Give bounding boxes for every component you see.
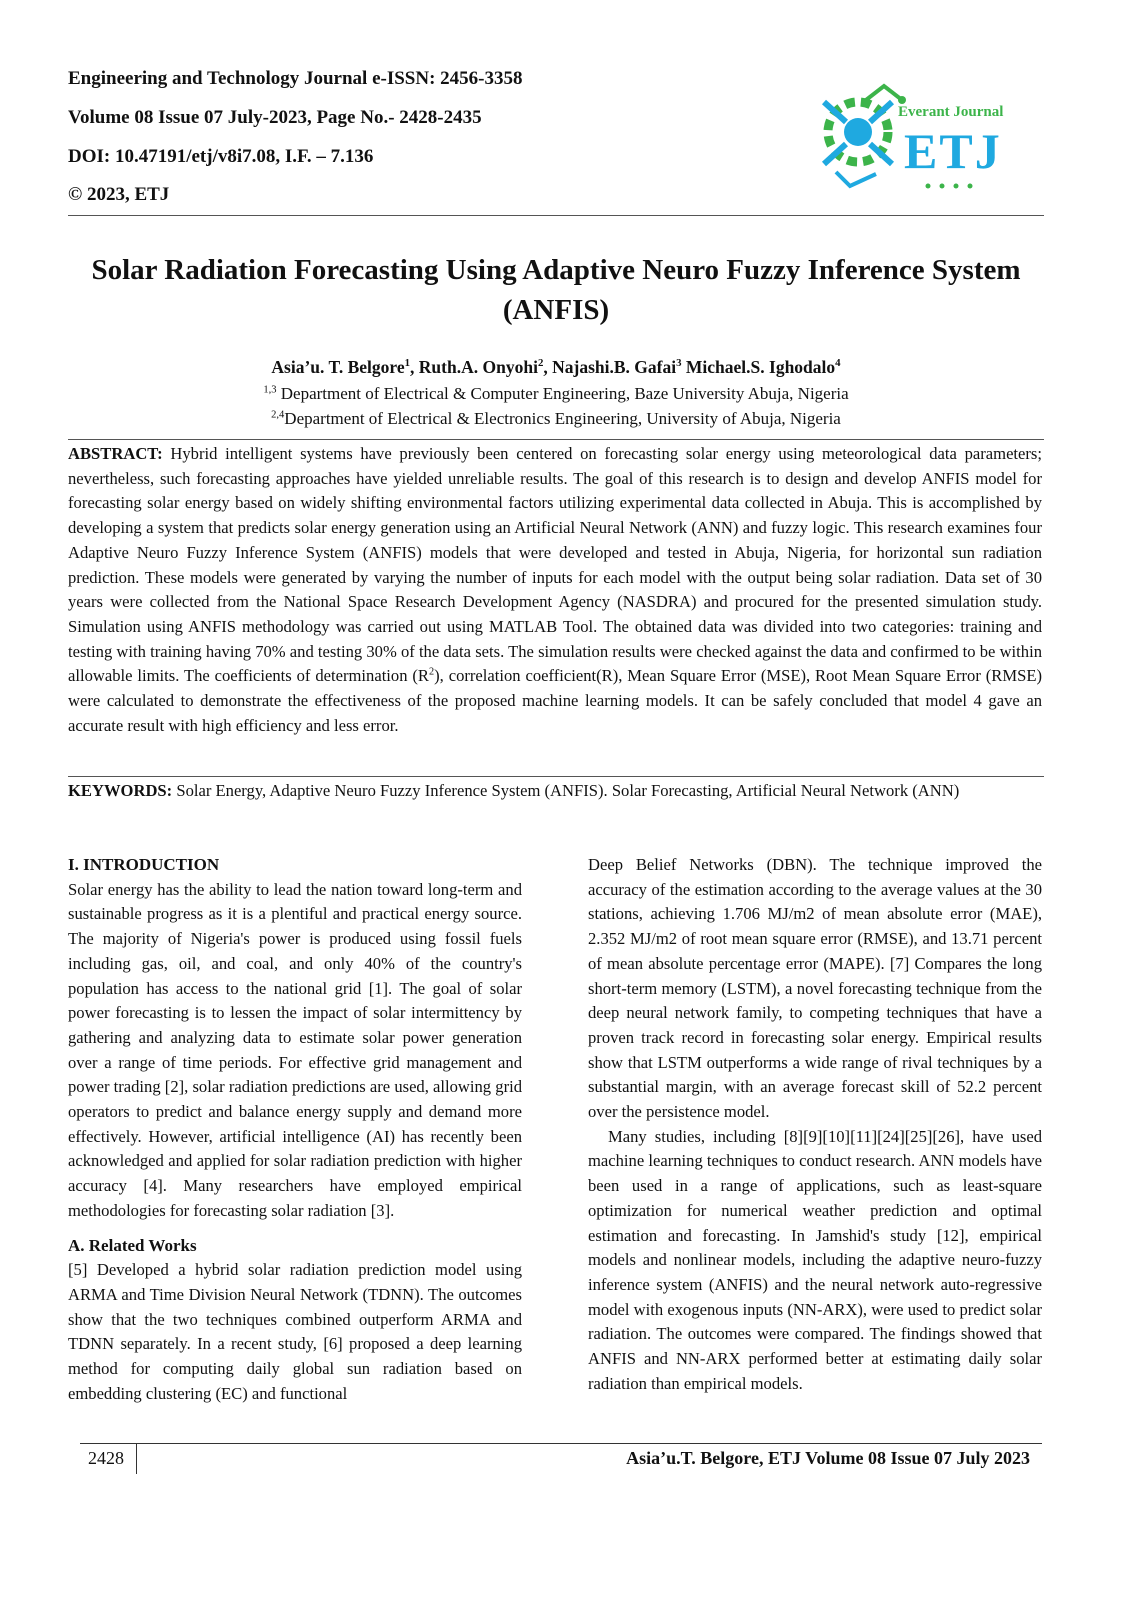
affiliation-1 — [68, 383, 1044, 405]
author-4: Michael.S. Ighodalo — [681, 357, 836, 377]
author-3: , Najashi.B. Gafai — [543, 357, 677, 377]
author-3-sup: 3 — [676, 357, 682, 370]
logo-main-text: ETJ — [904, 123, 1002, 179]
running-head: Asia’u.T. Belgore, ETJ Volume 08 Issue 07 July 2023 — [626, 1448, 1030, 1468]
footer-rule — [80, 1443, 1042, 1444]
subsection-heading-related-works: A. Related Works — [68, 1235, 197, 1255]
gear-circuit-logo-icon — [824, 86, 906, 186]
related-works-paragraph-continued: Deep Belief Networks (DBN). The technique improved the accuracy of the estimation according to the average values at the 30 stations, achieving 1.706 MJ/m2 of mean absolute error (MAE), 2.352 MJ/m2 of root mean square error (RMSE), and 13.71 percent of mean absolute percentage error (MAPE). [7] Compares the long short-term memory (LSTM), a novel forecasting technique from the deep neural network family, to competing techniques that have a proven track record in forecasting solar energy. Empirical results show that LSTM outperforms a wide range of rival techniques by a substantial margin, with an average forecast skill of 52.2 percent over the persistence model. — [588, 855, 1042, 1122]
logo-top-text: Everant Journal — [898, 104, 1004, 120]
journal-logo — [806, 82, 1020, 198]
keywords — [68, 779, 1042, 804]
author-list — [68, 356, 1044, 378]
affiliation-2-sup: 2,4 — [271, 409, 285, 421]
related-works-paragraph: [5] Developed a hybrid solar radiation prediction model using ARMA and Time Division Neural Network (TDNN). The outcomes show that the two techniques combined outperform ARMA and TDNN separately. In a recent study, [6] proposed a deep learning method for computing daily global sun radiation based on embedding clustering (EC) and functional — [68, 1260, 522, 1403]
abstract — [68, 442, 1042, 738]
author-1: Asia’u. T. Belgore — [271, 357, 405, 377]
author-1-sup: 1 — [404, 357, 411, 370]
related-works-paragraph-2: Many studies, including [8][9][10][11][24][25][26], have used machine learning techniques to conduct research. ANN models have been used in a range of applications, such as least-square optimization for numerical weather prediction and optimal estimation and forecasting. In Jamshid's study [12], empirical models and nonlinear models, including the adaptive neuro-fuzzy inference system (ANFIS) and the neural network auto-regressive model with exogenous inputs (NN-ARX), were used to predict solar radiation. The outcomes were compared. The findings showed that ANFIS and NN-ARX performed better at estimating daily solar radiation than empirical models. — [588, 1126, 1042, 1393]
paper-title — [68, 250, 1044, 330]
title-line-1: Solar Radiation Forecasting Using Adaptive Neuro Fuzzy Inference System — [91, 254, 1021, 286]
author-4-sup: 4 — [835, 357, 841, 370]
affiliation-2-text: Department of Electrical & Electronics Engineering, University of Abuja, Nigeria — [284, 409, 841, 428]
doi-line: DOI: 10.47191/etj/v8i7.08, I.F. – 7.136 — [68, 146, 374, 167]
abstract-sup: 2 — [429, 666, 435, 678]
left-column — [68, 853, 522, 1406]
abstract-text-b: ), correlation coefficient(R), Mean Square Error (MSE), Root Mean Square Error (RMSE) were calculated to demonstrate the effectiveness of the proposed machine learning models. It can be safely concluded that model 4 gave an accurate result with high efficiency and less error. — [68, 666, 1043, 735]
journal-line: Engineering and Technology Journal e-ISSN: 2456-3358 — [68, 68, 523, 89]
intro-paragraph-1: Solar energy has the ability to lead the nation toward long-term and sustainable progress as it is a plentiful and practical energy source. The majority of Nigeria's power is produced using fossil fuels including gas, oil, and coal, and only 40% of the country's population has access to the national grid [1]. The goal of solar power forecasting is to lessen the impact of solar intermittency by gathering and analyzing data to estimate solar power generation over a range of time periods. For effective grid management and power trading [2], solar radiation predictions are used, allowing grid operators to predict and balance energy supply and demand more effectively. However, artificial intelligence (AI) has recently been acknowledged and applied for solar radiation prediction with higher accuracy [4]. Many researchers have employed empirical methodologies for forecasting solar radiation [3]. — [68, 879, 522, 1220]
keywords-top-rule — [68, 776, 1044, 777]
affiliation-1-text: Department of Electrical & Computer Engineering, Baze University Abuja, Nigeria — [276, 384, 849, 403]
volume-line: Volume 08 Issue 07 July-2023, Page No.- 2428-2435 — [68, 107, 482, 128]
page-number: 2428 — [88, 1448, 124, 1468]
abstract-label: ABSTRACT: — [68, 444, 163, 463]
title-line-2: (ANFIS) — [502, 294, 610, 326]
affiliation-2 — [68, 408, 1044, 430]
right-column — [588, 853, 1042, 1396]
header-rule — [68, 215, 1044, 216]
keywords-text: Solar Energy, Adaptive Neuro Fuzzy Inference System (ANFIS). Solar Forecasting, Artificial Neural Network (ANN) — [172, 781, 960, 800]
footer-divider — [136, 1444, 137, 1474]
author-2-sup: 2 — [537, 357, 544, 370]
section-heading-introduction: I. INTRODUCTION — [68, 855, 220, 874]
abstract-text-a: Hybrid intelligent systems have previously been centered on forecasting solar energy using meteorological data parameters; nevertheless, such forecasting approaches have yielded unreliable results. The goal of this research is to design and develop ANFIS model for forecasting solar energy based on widely shifting environmental factors utilizing experimental data collected in Abuja. This is accomplished by developing a system that predicts solar energy generation using an Artificial Neural Network (ANN) and fuzzy logic. This research examines four Adaptive Neuro Fuzzy Inference System (ANFIS) models that were developed and tested in Abuja, Nigeria, for horizontal sun radiation prediction. These models were generated by varying the number of inputs for each model with the output being solar radiation. Data set of 30 years were collected from the National Space Research Development Agency (NASDRA) and procured for the presented simulation study. Simulation using ANFIS methodology was carried out using MATLAB Tool. The obtained data was divided into two categories: training and testing with training having 70% and testing 30% of the data sets. The simulation results were checked against the data and confirmed to be within allowable limits. The coefficients of determination (R — [68, 444, 1042, 686]
affiliation-1-sup: 1,3 — [263, 384, 277, 396]
abstract-top-rule — [68, 439, 1044, 440]
keywords-label: KEYWORDS: — [68, 781, 173, 800]
author-2: , Ruth.A. Onyohi — [410, 357, 538, 377]
copyright-line: © 2023, ETJ — [68, 184, 170, 205]
